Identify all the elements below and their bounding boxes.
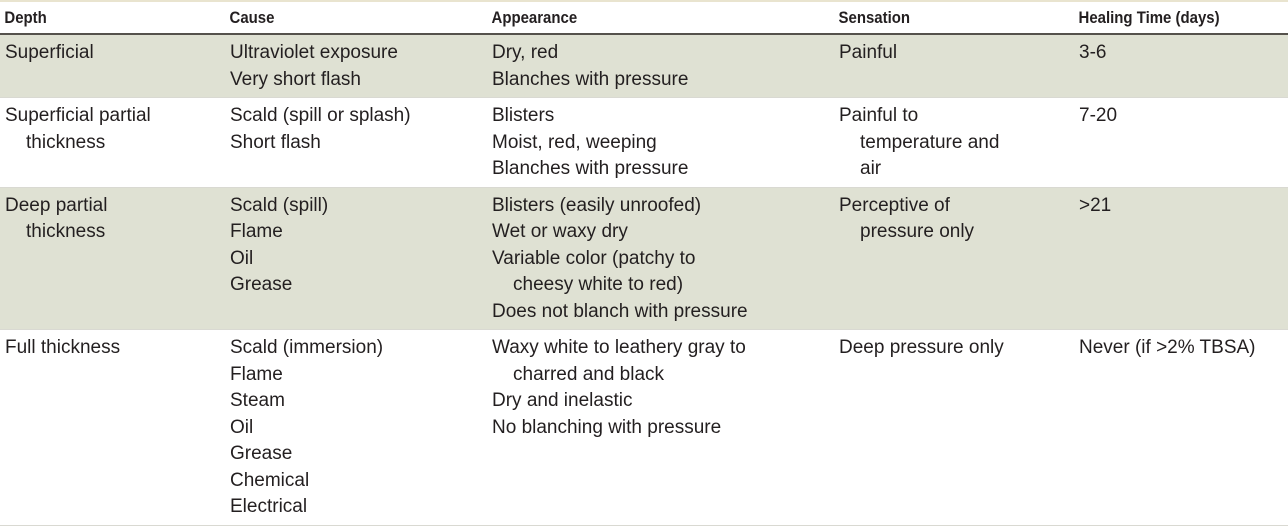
cell-line: Blisters [492,105,555,126]
healing-cell [1075,187,1288,330]
sensation-cell [835,98,1075,188]
table-row [0,330,1288,526]
cell-line: Steam [230,390,285,411]
cell-line: Deep pressure only [839,337,1004,358]
table-row [0,187,1288,330]
header-cause: Cause [226,2,457,34]
sensation-cell [835,330,1075,526]
cell-line: temperature and [860,131,1000,153]
cell-line: thickness [26,131,106,153]
header-healing-time: Healing Time (days) [1075,2,1262,34]
burn-depth-table [0,2,1288,526]
depth-cell [0,34,226,98]
depth-cell [0,187,226,330]
cause-cell [226,98,488,188]
cell-line: Grease [230,274,293,295]
table-row [0,98,1288,188]
cell-line: Waxy white to leathery gray to [492,337,746,358]
cell-line: Electrical [230,496,308,517]
cell-line: Oil [230,416,254,438]
cell-line: Superficial partial [5,105,151,126]
cell-line: Painful to [839,105,919,126]
cell-line: Blanches with pressure [492,158,689,179]
cell-line: Painful [839,42,898,63]
header-row [0,2,1288,34]
cell-line: Does not blanch with pressure [492,300,748,322]
cell-line: Never (if >2% TBSA) [1079,337,1256,358]
cell-line: Perceptive of [839,194,950,216]
cell-line: Full thickness [5,337,121,358]
cell-line: Very short flash [230,68,361,90]
appearance-cell [488,34,835,98]
cell-line: Scald (spill or splash) [230,105,411,126]
cell-line: Short flash [230,131,321,153]
cell-line: 7-20 [1079,105,1118,126]
cell-line: pressure only [860,221,975,242]
cell-line: Flame [230,363,283,385]
cause-cell [226,187,488,330]
depth-cell [0,98,226,188]
cell-line: Moist, red, weeping [492,131,657,153]
header-appearance: Appearance [488,2,793,34]
cell-line: Scald (immersion) [230,337,384,358]
cell-line: Scald (spill) [230,194,329,216]
cell-line: 3-6 [1079,42,1107,63]
cell-line: Oil [230,247,254,269]
healing-cell [1075,330,1288,526]
cell-line: No blanching with pressure [492,416,722,438]
appearance-cell [488,330,835,526]
cell-line: charred and black [513,363,665,385]
appearance-cell [488,98,835,188]
healing-cell [1075,98,1288,188]
cell-line: Grease [230,443,293,464]
appearance-cell [488,187,835,330]
cell-line: Variable color (patchy to [492,247,696,269]
cause-cell [226,330,488,526]
cell-line: thickness [26,221,106,242]
cell-line: Blanches with pressure [492,68,689,90]
cell-line: Dry, red [492,42,559,63]
cell-line: air [860,158,882,179]
cell-line: Deep partial [5,194,108,216]
depth-cell [0,330,226,526]
sensation-cell [835,34,1075,98]
cell-line: Superficial [5,42,94,63]
cell-line: cheesy white to red) [513,274,684,295]
cell-line: Ultraviolet exposure [230,42,398,63]
sensation-cell [835,187,1075,330]
cell-line: Dry and inelastic [492,390,633,411]
cell-line: Chemical [230,469,310,491]
cell-line: >21 [1079,194,1112,216]
healing-cell [1075,34,1288,98]
cell-line: Flame [230,221,283,242]
cause-cell [226,34,488,98]
cell-line: Wet or waxy dry [492,221,628,242]
header-depth: Depth [0,2,199,34]
header-sensation: Sensation [835,2,1046,34]
cell-line: Blisters (easily unroofed) [492,194,702,216]
table-row [0,34,1288,98]
